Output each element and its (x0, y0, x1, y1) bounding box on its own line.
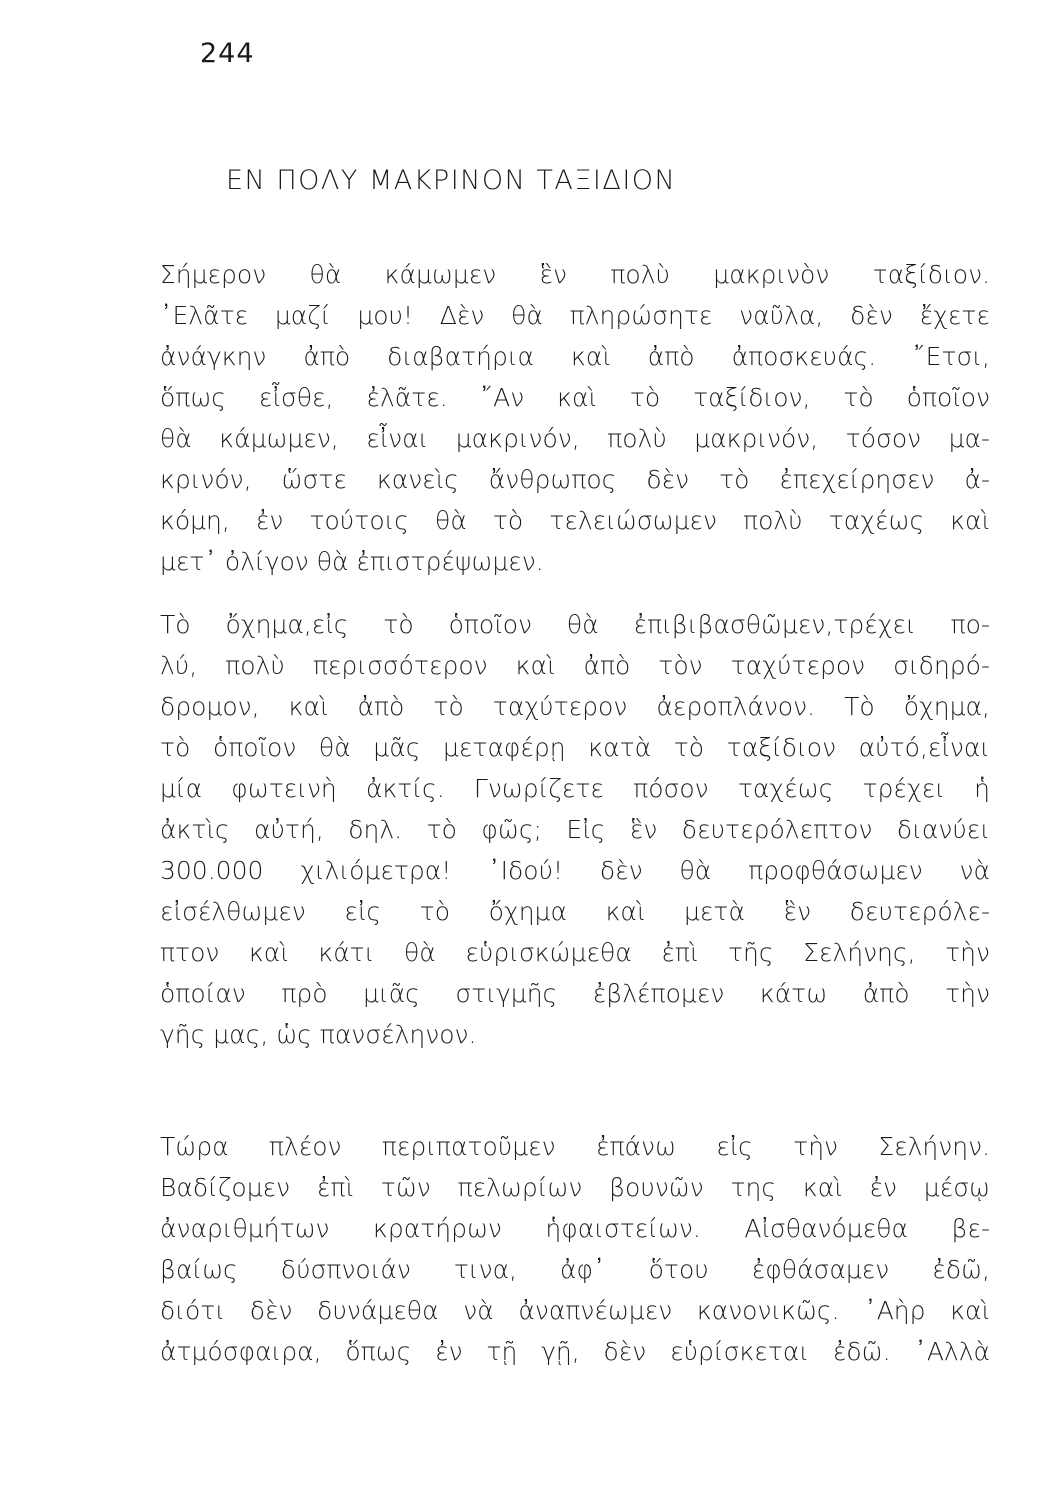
paragraph-3 (160, 1126, 990, 1372)
text-line: διότι δὲν δυνάμεθα νὰ ἀναπνέωμεν κανονικῶς. ᾿Αὴρ καὶ (160, 1296, 990, 1325)
paragraph-2 (160, 604, 990, 1055)
text-line: γῆς μας, ὡς πανσέληνον. (160, 1020, 477, 1049)
text-line: ὅπως εἶσθε, ἐλᾶτε. ῎Αν καὶ τὸ ταξίδιον, τὸ ὁποῖον (160, 383, 990, 412)
text-line: ᾿Ελᾶτε μαζί μου! Δὲν θὰ πληρώσητε ναῦλα, δὲν ἔχετε (160, 301, 990, 330)
text-line: κρινόν, ὥστε κανεὶς ἄνθρωπος δὲν τὸ ἐπεχείρησεν ἀ- (160, 465, 990, 494)
text-line: δρομον, καὶ ἀπὸ τὸ ταχύτερον ἀεροπλάνον. Τὸ ὄχημα, (160, 692, 990, 721)
text-line: Τὸ ὄχημα,εἰς τὸ ὁποῖον θὰ ἐπιβιβασθῶμεν,τρέχει πο- (160, 610, 990, 639)
text-line: κόμη, ἐν τούτοις θὰ τὸ τελειώσωμεν πολὺ ταχέως καὶ (160, 506, 990, 535)
text-line: βαίως δύσπνοιάν τινα, ἀφ᾿ ὅτου ἐφθάσαμεν ἐδῶ, (160, 1255, 990, 1284)
text-line: ἀνάγκην ἀπὸ διαβατήρια καὶ ἀπὸ ἀποσκευάς. ῎Ετσι, (160, 342, 990, 371)
text-line: ἀναριθμήτων κρατήρων ἡφαιστείων. Αἰσθανόμεθα βε- (160, 1214, 990, 1243)
text-line: λύ, πολὺ περισσότερον καὶ ἀπὸ τὸν ταχύτερον σιδηρό- (160, 651, 990, 680)
text-line: μία φωτεινὴ ἀκτίς. Γνωρίζετε πόσον ταχέως τρέχει ἡ (160, 774, 990, 803)
text-line: τὸ ὁποῖον θὰ μᾶς μεταφέρῃ κατὰ τὸ ταξίδιον αὐτό,εἶναι (160, 733, 990, 762)
text-line: ἀκτὶς αὐτή, δηλ. τὸ φῶς; Εἰς ἓν δευτερόλεπτον διανύει (160, 815, 990, 844)
text-line: Σήμερον θὰ κάμωμεν ἓν πολὺ μακρινὸν ταξίδιον. (160, 260, 990, 289)
chapter-title: ΕΝ ΠΟΛΥ ΜΑΚΡΙΝΟΝ ΤΑΞΙΔΙΟΝ (226, 165, 677, 196)
text-line: πτον καὶ κάτι θὰ εὑρισκώμεθα ἐπὶ τῆς Σελήνης, τὴν (160, 938, 990, 967)
text-line: 300.000 χιλιόμετρα! ᾿Ιδού! δὲν θὰ προφθάσωμεν νὰ (160, 856, 990, 885)
text-line: Τώρα πλέον περιπατοῦμεν ἐπάνω εἰς τὴν Σελήνην. (160, 1132, 990, 1161)
text-line: μετ᾿ ὀλίγον θὰ ἐπιστρέψωμεν. (160, 547, 544, 576)
paragraph-1 (160, 254, 990, 582)
text-line: ὁποίαν πρὸ μιᾶς στιγμῆς ἐβλέπομεν κάτω ἀπὸ τὴν (160, 979, 990, 1008)
text-line: ἀτμόσφαιρα, ὅπως ἐν τῇ γῇ, δὲν εὑρίσκεται ἐδῶ. ᾿Αλλὰ (160, 1337, 990, 1366)
text-line: Βαδίζομεν ἐπὶ τῶν πελωρίων βουνῶν της καὶ ἐν μέσῳ (160, 1173, 990, 1202)
text-line: θὰ κάμωμεν, εἶναι μακρινόν, πολὺ μακρινόν, τόσον μα- (160, 424, 990, 453)
page-number: 244 (200, 38, 255, 69)
text-line: εἰσέλθωμεν εἰς τὸ ὄχημα καὶ μετὰ ἓν δευτερόλε- (160, 897, 990, 926)
